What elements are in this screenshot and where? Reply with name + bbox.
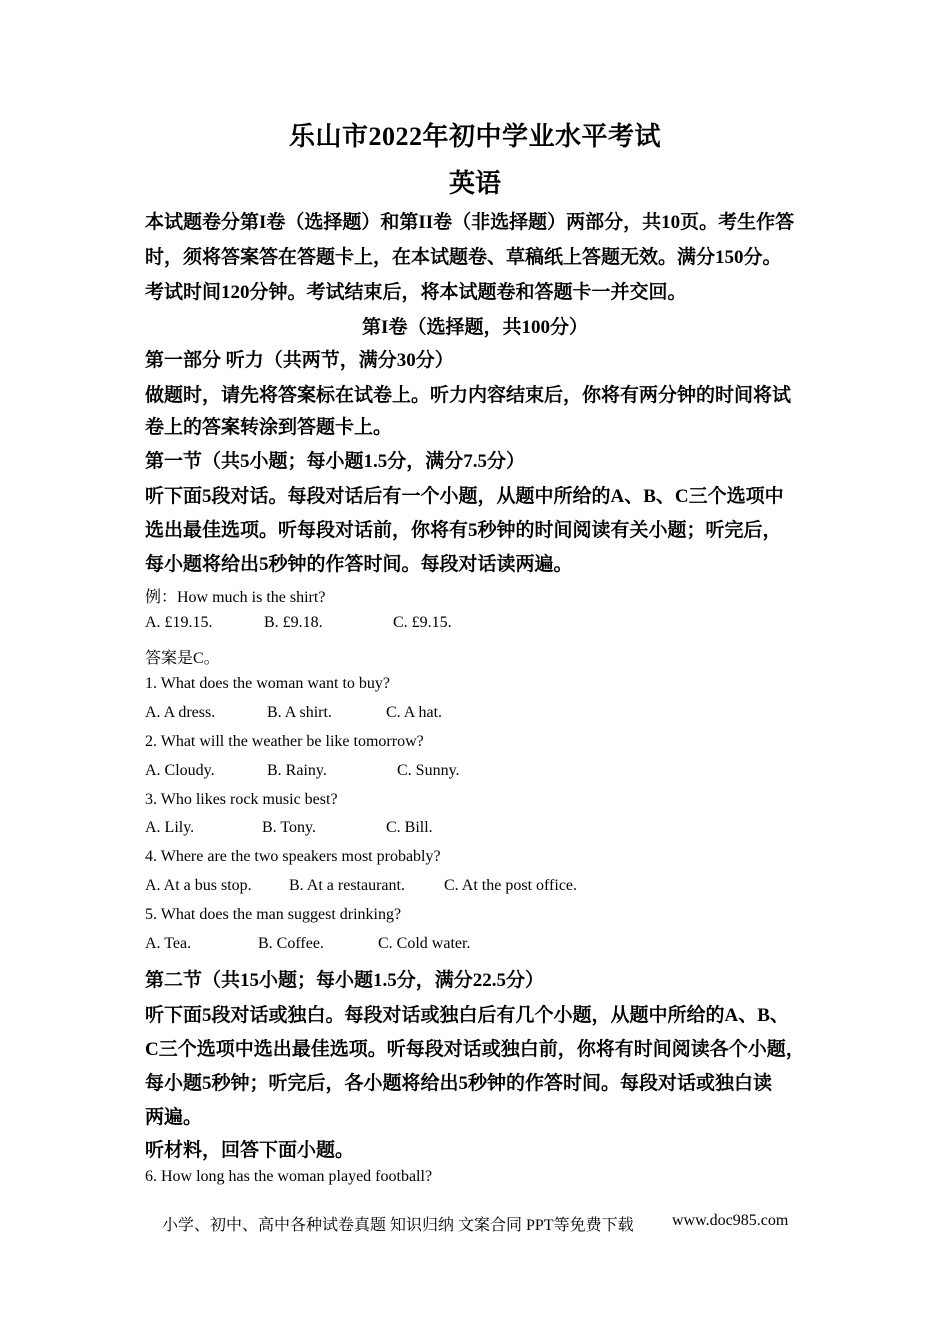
volume-heading: 第I卷（选择题，共100分） xyxy=(362,317,588,338)
option-a: A. At a bus stop. xyxy=(145,877,252,894)
example-question: 例：How much is the shirt? xyxy=(145,589,326,606)
page-subtitle: 英语 xyxy=(448,169,501,198)
question-text: 6. How long has the woman played football? xyxy=(145,1168,433,1185)
question-text: 5. What does the man suggest drinking? xyxy=(145,906,402,923)
section1-instruction-line: 每小题将给出5秒钟的作答时间。每段对话读两遍。 xyxy=(145,554,573,575)
intro-line: 考试时间120分钟。考试结束后，将本试题卷和答题卡一并交回。 xyxy=(145,282,687,303)
footer-text: 小学、初中、高中各种试卷真题 知识归纳 文案合同 PPT等免费下载 xyxy=(162,1217,634,1234)
question-text: 3. Who likes rock music best? xyxy=(145,791,338,808)
option-b: B. A shirt. xyxy=(267,704,332,721)
option-c: C. Cold water. xyxy=(378,935,471,952)
material-prompt: 听材料，回答下面小题。 xyxy=(145,1140,355,1161)
example-option-b: B. £9.18. xyxy=(264,614,323,631)
option-b: B. Tony. xyxy=(262,819,316,836)
option-b: B. At a restaurant. xyxy=(289,877,405,894)
section2-instruction-line: 听下面5段对话或独白。每段对话或独白后有几个小题，从题中所给的A、B、 xyxy=(145,1005,789,1026)
question-text: 2. What will the weather be like tomorrow? xyxy=(145,733,424,750)
question-text: 1. What does the woman want to buy? xyxy=(145,675,390,692)
section2-instruction-line: 每小题5秒钟；听完后，各小题将给出5秒钟的作答时间。每段对话或独白读 xyxy=(145,1073,773,1094)
question-text: 4. Where are the two speakers most probably? xyxy=(145,848,441,865)
section2-instruction-line: 两遍。 xyxy=(145,1107,203,1128)
option-b: B. Rainy. xyxy=(267,762,327,779)
intro-line: 时，须将答案答在答题卡上，在本试题卷、草稿纸上答题无效。满分150分。 xyxy=(145,247,782,268)
section1-heading: 第一节（共5小题；每小题1.5分，满分7.5分） xyxy=(145,451,526,472)
example-option-c: C. £9.15. xyxy=(393,614,452,631)
option-a: A. Cloudy. xyxy=(145,762,215,779)
example-option-a: A. £19.15. xyxy=(145,614,213,631)
option-c: C. Sunny. xyxy=(397,762,460,779)
option-a: A. Lily. xyxy=(145,819,195,836)
option-a: A. Tea. xyxy=(145,935,192,952)
option-c: C. At the post office. xyxy=(444,877,578,894)
section2-heading: 第二节（共15小题；每小题1.5分，满分22.5分） xyxy=(145,970,545,991)
part1-instruction-line: 做题时，请先将答案标在试卷上。听力内容结束后，你将有两分钟的时间将试 xyxy=(145,385,792,406)
section1-instruction-line: 选出最佳选项。听每段对话前，你将有5秒钟的时间阅读有关小题；听完后， xyxy=(145,520,782,541)
option-b: B. Coffee. xyxy=(258,935,324,952)
option-c: C. Bill. xyxy=(386,819,433,836)
section2-instruction-line: C三个选项中选出最佳选项。听每段对话或独白前，你将有时间阅读各个小题， xyxy=(145,1039,805,1060)
option-a: A. A dress. xyxy=(145,704,216,721)
option-c: C. A hat. xyxy=(386,704,443,721)
intro-line: 本试题卷分第I卷（选择题）和第II卷（非选择题）两部分，共10页。考生作答 xyxy=(145,212,795,233)
footer-link[interactable]: www.doc985.com xyxy=(672,1212,789,1229)
example-answer: 答案是C。 xyxy=(145,650,220,667)
part1-instruction-line: 卷上的答案转涂到答题卡上。 xyxy=(145,417,393,438)
part1-heading: 第一部分 听力（共两节，满分30分） xyxy=(145,350,454,371)
page-title: 乐山市2022年初中学业水平考试 xyxy=(288,122,661,151)
section1-instruction-line: 听下面5段对话。每段对话后有一个小题，从题中所给的A、B、C三个选项中 xyxy=(145,486,784,507)
